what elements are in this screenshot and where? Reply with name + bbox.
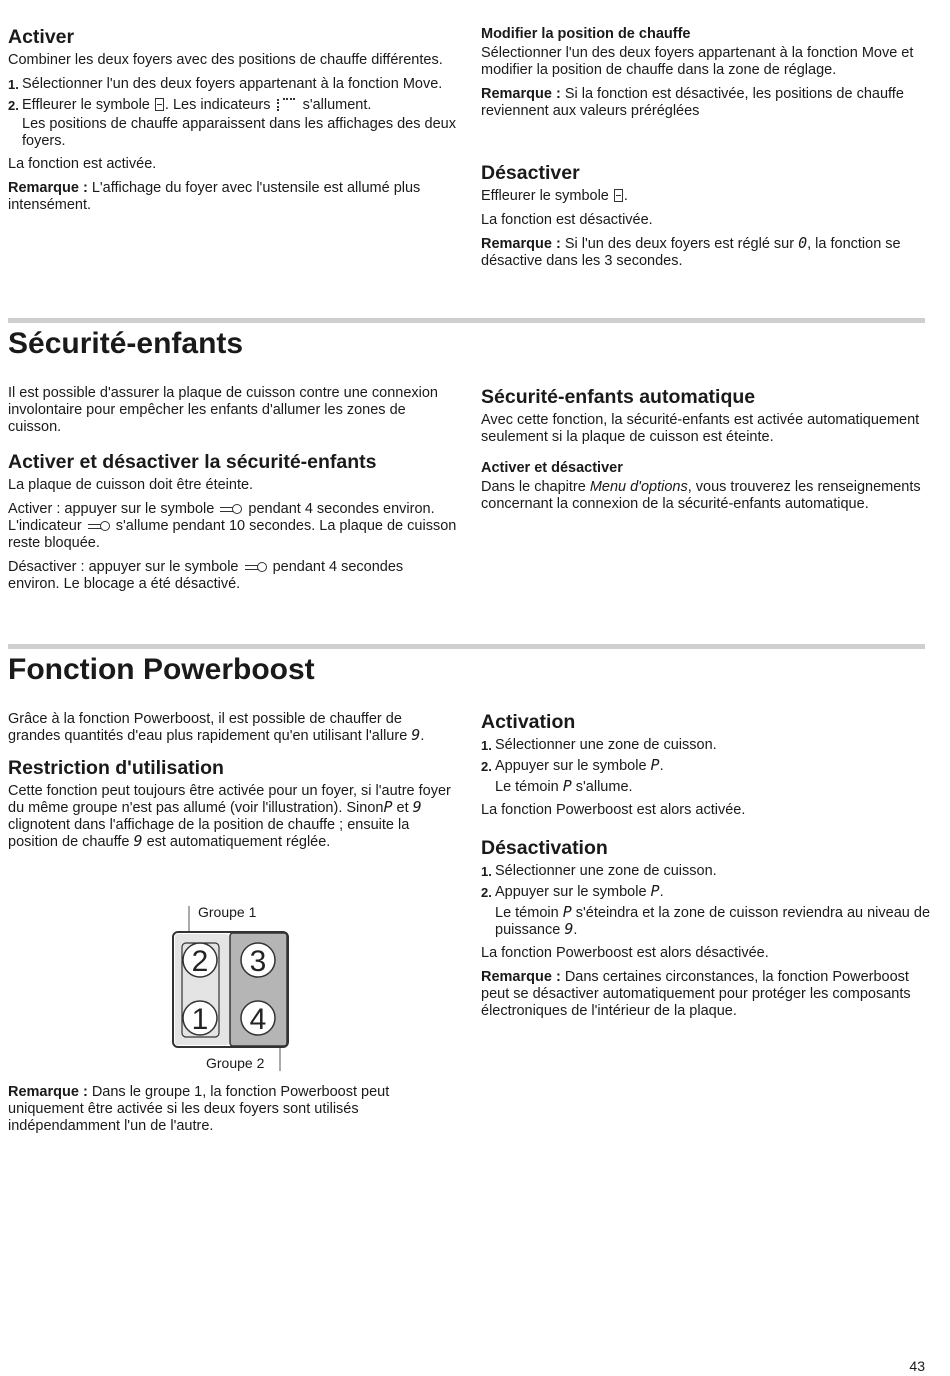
move-indicator-icon (275, 98, 299, 112)
text-part: Grâce à la fonction Powerboost, il est possible de chauffer de grandes quantités d'eau plus rapidement qu'en utilisant l'allure (8, 711, 408, 744)
step-text: Sélectionner une zone de cuisson. (495, 737, 717, 753)
securite-intro: Il est possible d'assurer la plaque de cuisson contre une connexion involontaire pour empêcher les enfants d'allumer les zones de cuisson. (8, 385, 438, 435)
modifier-section (481, 25, 931, 127)
zero-display-icon: 0 (798, 234, 808, 252)
text-part: . (659, 884, 664, 900)
text-part: clignotent dans l'affichage de la position de chauffe ; ensuite la position de chauffe (8, 817, 410, 850)
step-number: 1. (481, 738, 492, 753)
level-9-icon: 9 (564, 920, 574, 938)
key-lock-icon (220, 504, 242, 514)
text-part: . (659, 758, 664, 774)
step-text (495, 884, 931, 901)
activation-step-2 (481, 758, 931, 775)
remark-label: Remarque : (481, 969, 561, 985)
remark-text: Si l'un des deux foyers est réglé sur (564, 236, 795, 252)
powerboost-p-icon: P (650, 882, 660, 900)
text-part: et (396, 800, 409, 816)
activation-step-1 (481, 737, 931, 754)
text-part: Appuyer sur le symbole (495, 884, 647, 900)
modifier-title: Modifier la position de chauffe (481, 26, 691, 42)
restriction-title: Restriction d'utilisation (8, 757, 224, 779)
desactivation-result: La fonction Powerboost est alors désactivée. (481, 945, 769, 961)
text-part: Le témoin (495, 905, 559, 921)
step-number: 2. (481, 759, 492, 774)
cooktop-diagram-svg (170, 903, 300, 1073)
remark-label: Remarque : (481, 236, 561, 252)
restriction-text (8, 783, 458, 851)
text-part: Activer : appuyer sur le symbole (8, 501, 215, 517)
activer-intro: Combiner les deux foyers avec des positions de chauffe différentes. (8, 52, 443, 68)
powerboost-remark (8, 1084, 458, 1135)
securite-auto-subtitle: Activer et désactiver (481, 460, 623, 476)
step-number: 1. (481, 864, 492, 879)
desactivation-step-2-result (481, 905, 931, 939)
remark-text: , la fonction se désactive dans les 3 secondes. (481, 236, 901, 269)
text-part: . (623, 188, 628, 204)
key-lock-icon (88, 521, 110, 531)
securite-toggle-p3 (8, 559, 458, 593)
text-part: s'allume. (575, 779, 633, 795)
desactiver-title: Désactiver (481, 162, 580, 184)
text-part: Appuyer sur le symbole (495, 758, 647, 774)
activation-result: La fonction Powerboost est alors activée. (481, 802, 746, 818)
level-9-icon: 9 (411, 726, 421, 744)
text-part: . (420, 728, 425, 744)
securite-left (8, 385, 458, 600)
remark-label: Remarque : (481, 86, 561, 102)
step-text-part: s'allument. (302, 97, 372, 113)
section-divider (8, 318, 925, 323)
level-9-icon: 9 (412, 798, 422, 816)
section-divider (8, 644, 925, 649)
powerboost-title: Fonction Powerboost (8, 653, 315, 686)
text-part: Le témoin (495, 779, 559, 795)
zone-1-label: 1 (191, 1003, 209, 1036)
activer-section (8, 25, 458, 221)
desactiver-text (481, 188, 931, 205)
group-2-label: Groupe 2 (206, 1055, 265, 1071)
zone-4-label: 4 (249, 1003, 267, 1036)
activer-step-1 (8, 76, 458, 93)
desactivation-remark (481, 969, 931, 1020)
securite-toggle-p2 (8, 501, 458, 552)
activer-remark (8, 180, 458, 214)
desactivation-title: Désactivation (481, 837, 608, 859)
desactiver-section (481, 161, 931, 277)
desactiver-remark (481, 236, 931, 270)
text-part: . (573, 922, 578, 938)
powerboost-p-icon: P (562, 903, 572, 921)
text-part: est automatiquement réglée. (146, 834, 331, 850)
powerboost-p-icon: P (650, 756, 660, 774)
step-text (495, 758, 931, 775)
powerboost-p-icon: P (383, 798, 393, 816)
text-part: Effleurer le symbole (481, 188, 609, 204)
move-symbol-icon (614, 189, 623, 202)
text-part: pendant 4 secondes environ. Le blocage a été désactivé. (8, 559, 404, 592)
text-part: s'allume pendant 10 secondes. La plaque de cuisson reste bloquée. (8, 518, 457, 551)
powerboost-remark-block (8, 1084, 458, 1142)
modifier-remark (481, 86, 931, 120)
step-number: 1. (8, 77, 19, 92)
remark-text: Dans le groupe 1, la fonction Powerboost peut uniquement être activée si les deux foyers sont utilisés indépendamment l'un de l'autre. (8, 1084, 390, 1134)
text-part-italic: Menu d'options (589, 479, 688, 495)
modifier-text: Sélectionner l'un des deux foyers appartenant à la fonction Move et modifier la position de chauffe dans la zone de réglage. (481, 45, 914, 78)
step-text-part: . Les indicateurs (164, 97, 271, 113)
zone-2-label: 2 (191, 945, 209, 978)
remark-label: Remarque : (8, 180, 88, 196)
remark-text: Dans certaines circonstances, la fonction Powerboost peut se désactiver automatiquement pour protéger les composants électroniques de l'intérieur de la plaque. (481, 969, 911, 1019)
zone-3-label: 3 (249, 945, 267, 978)
text-part: Cette fonction peut toujours être activée pour un foyer, si l'autre foyer du même groupe n'est pas allumé (voir l'illustration). Sinon (8, 783, 451, 816)
securite-right (481, 385, 931, 520)
desactivation-step-1 (481, 863, 931, 880)
step-number: 2. (481, 885, 492, 900)
text-part: Désactiver : appuyer sur le symbole (8, 559, 239, 575)
remark-text: L'affichage du foyer avec l'ustensile est allumé plus intensément. (8, 180, 421, 213)
securite-toggle-title: Activer et désactiver la sécurité-enfants (8, 451, 377, 473)
activation-step-2-result (481, 779, 931, 796)
desactivation-step-2 (481, 884, 931, 901)
activation-title: Activation (481, 711, 576, 733)
text-part: s'éteindra et la zone de cuisson reviendra au niveau de puissance (495, 905, 931, 938)
powerboost-p-icon: P (562, 777, 572, 795)
activer-title: Activer (8, 26, 75, 48)
remark-label: Remarque : (8, 1084, 88, 1100)
securite-auto-subtext (481, 479, 931, 513)
securite-auto-title: Sécurité-enfants automatique (481, 386, 756, 408)
key-lock-icon (245, 562, 267, 572)
step-text-part: Effleurer le symbole (22, 97, 150, 113)
text-part: Dans le chapitre (481, 479, 586, 495)
activer-result: La fonction est activée. (8, 156, 157, 172)
activer-step-2 (8, 97, 458, 114)
step-text: Sélectionner l'un des deux foyers appartenant à la fonction Move. (22, 76, 443, 92)
cooktop-groups-diagram (170, 903, 300, 1073)
remark-text: Si la fonction est désactivée, les positions de chauffe reviennent aux valeurs préréglées (481, 86, 904, 119)
activer-step-2-result: Les positions de chauffe apparaissent dans les affichages des deux foyers. (22, 116, 456, 149)
level-9-icon: 9 (133, 832, 143, 850)
powerboost-intro (8, 711, 458, 745)
group-1-label: Groupe 1 (198, 904, 257, 920)
securite-auto-text: Avec cette fonction, la sécurité-enfants est activée automatiquement seulement si la plaque de cuisson est éteinte. (481, 412, 920, 445)
securite-toggle-p1: La plaque de cuisson doit être éteinte. (8, 477, 254, 493)
step-text (22, 97, 458, 114)
securite-title: Sécurité-enfants (8, 327, 244, 360)
powerboost-left (8, 711, 458, 858)
text-part: , vous trouverez les renseignements concernant la connexion de la sécurité-enfants automatique. (481, 479, 921, 512)
step-number: 2. (8, 98, 19, 113)
move-symbol-icon (155, 98, 164, 111)
powerboost-right (481, 710, 931, 1027)
text-part: pendant 4 secondes environ. L'indicateur (8, 501, 435, 534)
desactiver-result: La fonction est désactivée. (481, 212, 653, 228)
page-number: 43 (909, 1358, 925, 1374)
step-text: Sélectionner une zone de cuisson. (495, 863, 717, 879)
